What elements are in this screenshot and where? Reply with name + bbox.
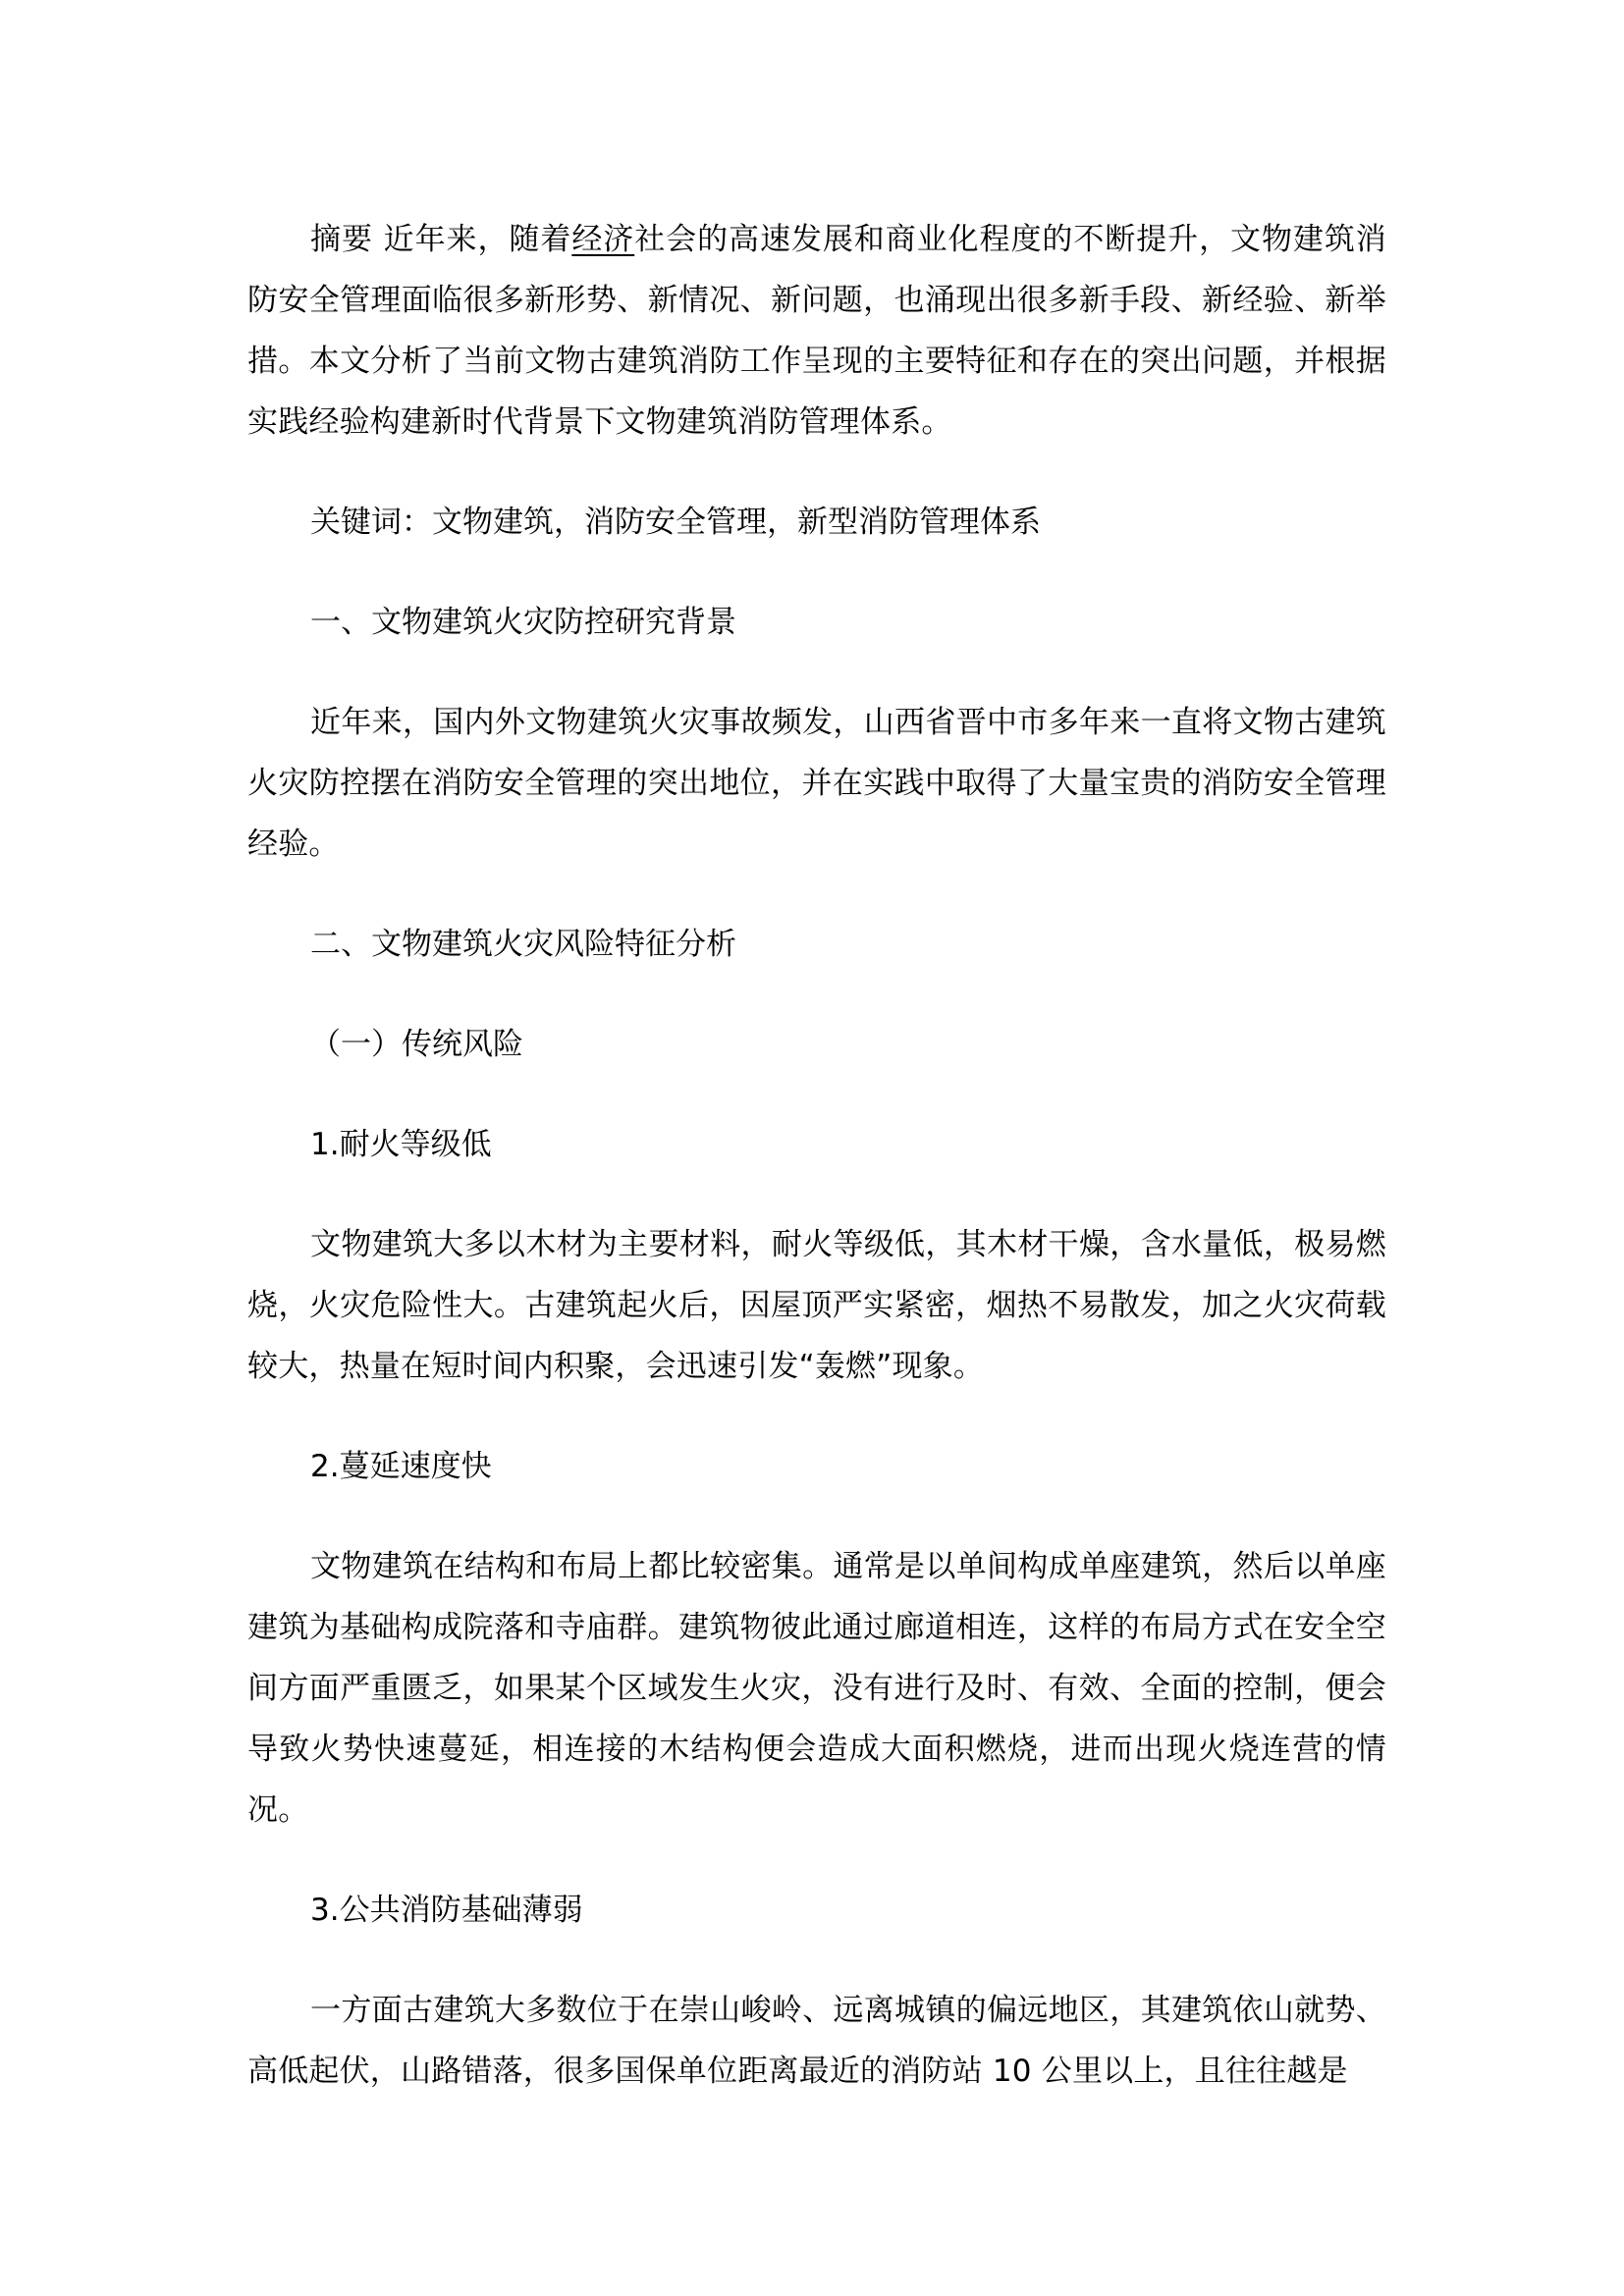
- document-page: [247, 209, 1386, 2102]
- traditional-risk-subheading: （一）传统风险: [310, 1027, 523, 1062]
- abstract-label: 摘要: [310, 222, 373, 257]
- section-1-heading: 一、文物建筑火灾防控研究背景: [310, 605, 736, 640]
- section-2-heading: 二、文物建筑火灾风险特征分析: [310, 927, 736, 962]
- item-1-title: 1.耐火等级低: [310, 1127, 492, 1162]
- economy-link[interactable]: 经济: [571, 222, 635, 257]
- abstract-text-rest: 社会的高速发展和商业化程度的不断提升，文物建筑消防安全管理面临很多新形势、新情况、新问题，也涌现出很多新手段、新经验、新举措。本文分析了当前文物古建筑消防工作呈现的主要特征和存在的突出问题，并根据实践经验构建新时代背景下文物建筑消防管理体系。: [247, 222, 1387, 440]
- keywords-line: 关键词：文物建筑，消防安全管理，新型消防管理体系: [310, 505, 1041, 540]
- abstract-text-start: 近年来，随着: [372, 222, 572, 257]
- item-1-paragraph: 文物建筑大多以木材为主要材料，耐火等级低，其木材干燥，含水量低，极易燃烧，火灾危险性大。古建筑起火后，因屋顶严实紧密，烟热不易散发，加之火灾荷载较大，热量在短时间内积聚，会迅速引发“轰燃”现象。: [247, 1227, 1386, 1384]
- item-2-title: 2.蔓延速度快: [310, 1449, 492, 1484]
- abstract-paragraph: [247, 209, 1386, 453]
- item-3-title: 3.公共消防基础薄弱: [310, 1893, 583, 1928]
- item-2-paragraph: 文物建筑在结构和布局上都比较密集。通常是以单间构成单座建筑，然后以单座建筑为基础构成院落和寺庙群。建筑物彼此通过廊道相连，这样的布局方式在安全空间方面严重匮乏，如果某个区域发生火灾，没有进行及时、有效、全面的控制，便会导致火势快速蔓延，相连接的木结构便会造成大面积燃烧，进而出现火烧连营的情况。: [247, 1549, 1386, 1828]
- item-3-paragraph: 一方面古建筑大多数位于在崇山峻岭、远离城镇的偏远地区，其建筑依山就势、高低起伏，山路错落，很多国保单位距离最近的消防站 10 公里以上，且往往越是: [247, 1993, 1386, 2089]
- section-1-paragraph: 近年来，国内外文物建筑火灾事故频发，山西省晋中市多年来一直将文物古建筑火灾防控摆在消防安全管理的突出地位，并在实践中取得了大量宝贵的消防安全管理经验。: [247, 705, 1386, 862]
